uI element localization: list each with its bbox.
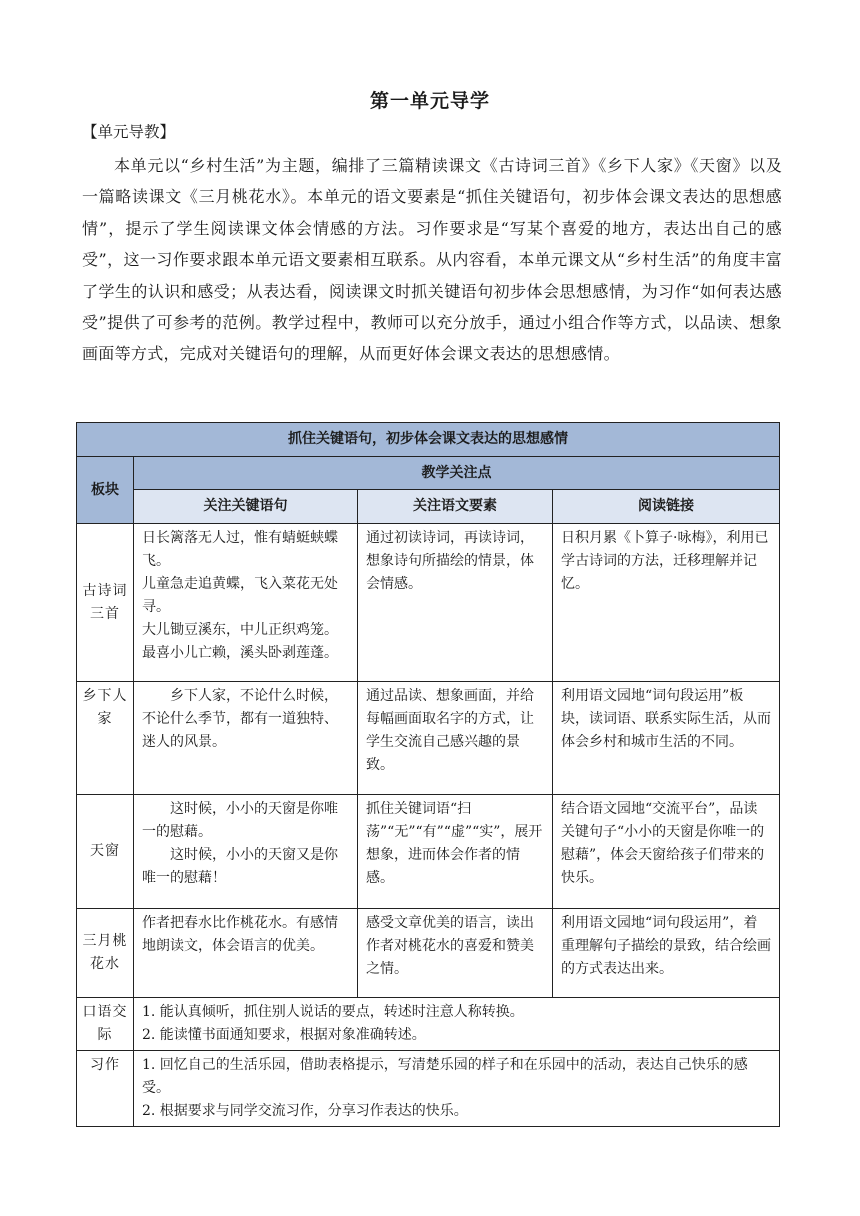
table-row — [77, 998, 780, 1051]
subheader-language-elements: 关注语文要素 — [358, 490, 553, 524]
row-label: 天窗 — [77, 795, 134, 909]
subheader-reading-link: 阅读链接 — [553, 490, 780, 524]
reading-link-cell: 利用语文园地“词句段运用”，着重理解句子描绘的景致，结合绘画的方式表达出来。 — [553, 909, 780, 998]
row-label: 三月桃花水 — [77, 909, 134, 998]
subheader-key-sentences: 关注关键语句 — [134, 490, 358, 524]
key-sentence: 这时候，小小的天窗又是你唯一的慰藉！ — [142, 847, 338, 886]
requirement-item: 2. 根据要求与同学交流习作，分享习作表达的快乐。 — [142, 1103, 468, 1119]
table-row — [77, 795, 780, 909]
key-sentence: 作者把春水比作桃花水。有感情地朗读文，体会语言的优美。 — [142, 915, 338, 954]
reading-link-cell: 利用语文园地“词句段运用”板块，读词语、联系实际生活，从而体会乡村和城市生活的不同。 — [553, 682, 780, 795]
row-label: 习作 — [77, 1051, 134, 1127]
page-title: 第一单元导学 — [369, 90, 490, 112]
table-row — [77, 524, 780, 682]
key-sentences-cell — [134, 909, 358, 998]
table-heading: 抓住关键语句，初步体会课文表达的思想感情 — [77, 423, 780, 457]
key-sentences-cell — [134, 682, 358, 795]
row-label: 乡下人家 — [77, 682, 134, 795]
reading-link-cell: 结合语文园地“交流平台”，品读关键句子“小小的天窗是你唯一的慰藉”，体会天窗给孩子们带来的快乐。 — [553, 795, 780, 909]
key-sentence: 乡下人家，不论什么时候，不论什么季节，都有一道独特、迷人的风景。 — [142, 688, 338, 750]
table-row — [77, 1051, 780, 1127]
key-sentence: 这时候，小小的天窗是你唯一的慰藉。 — [142, 801, 338, 840]
row-label: 口语交际 — [77, 998, 134, 1051]
requirement-item: 1. 能认真倾听，抓住别人说话的要点，转述时注意人称转换。 — [142, 1004, 524, 1020]
oral-requirements-cell — [134, 998, 780, 1051]
guide-table — [76, 422, 780, 1127]
key-sentence: 大儿锄豆溪东，中儿正织鸡笼。最喜小儿亡赖，溪头卧剥莲蓬。 — [142, 622, 338, 661]
row-label: 古诗词三首 — [77, 524, 134, 682]
language-element-cell: 抓住关键词语“扫荡”“无”“有”“虚”“实”，展开想象，进而体会作者的情感。 — [358, 795, 553, 909]
intro-paragraph: 本单元以“乡村生活”为主题，编排了三篇精读课文《古诗词三首》《乡下人家》《天窗》以及一篇略读课文《三月桃花水》。本单元的语文要素是“抓住关键语句，初步体会课文表达的思想感情”，提示了学生阅读课文体会情感的方法。习作要求是“写某个喜爱的地方，表达出自己的感受”，这一习作要求跟本单元语文要素相互联系。从内容看，本单元课文从“乡村生活”的角度丰富了学生的认识和感受；从表达看，阅读课文时抓关键语句初步体会思想感情，为习作“如何表达感受”提供了可参考的范例。教学过程中，教师可以充分放手，通过小组合作等方式，以品读、想象画面等方式，完成对关键语句的理解，从而更好体会课文表达的思想感情。 — [82, 156, 782, 364]
key-sentences-cell — [134, 524, 358, 682]
writing-requirements-cell — [134, 1051, 780, 1127]
section-label: 【单元导教】 — [82, 123, 176, 141]
requirement-item: 1. 回忆自己的生活乐园，借助表格提示，写清楚乐园的样子和在乐园中的活动，表达自己快乐的感受。 — [142, 1057, 748, 1096]
reading-link-cell: 日积月累《卜算子·咏梅》，利用已学古诗词的方法，迁移理解并记忆。 — [553, 524, 780, 682]
language-element-cell: 通过初读诗词，再读诗词，想象诗句所描绘的情景，体会情感。 — [358, 524, 553, 682]
table-row — [77, 909, 780, 998]
language-element-cell: 感受文章优美的语言，读出作者对桃花水的喜爱和赞美之情。 — [358, 909, 553, 998]
header-focus: 教学关注点 — [134, 457, 780, 490]
requirement-item: 2. 能读懂书面通知要求，根据对象准确转述。 — [142, 1027, 426, 1043]
key-sentence: 日长篱落无人过，惟有蜻蜓蛱蝶飞。 — [142, 530, 338, 569]
key-sentence: 儿童急走追黄蝶，飞入菜花无处寻。 — [142, 576, 338, 615]
key-sentences-cell — [134, 795, 358, 909]
header-block: 板块 — [77, 457, 134, 524]
language-element-cell: 通过品读、想象画面，并给每幅画面取名字的方式，让学生交流自己感兴趣的景致。 — [358, 682, 553, 795]
table-row — [77, 682, 780, 795]
